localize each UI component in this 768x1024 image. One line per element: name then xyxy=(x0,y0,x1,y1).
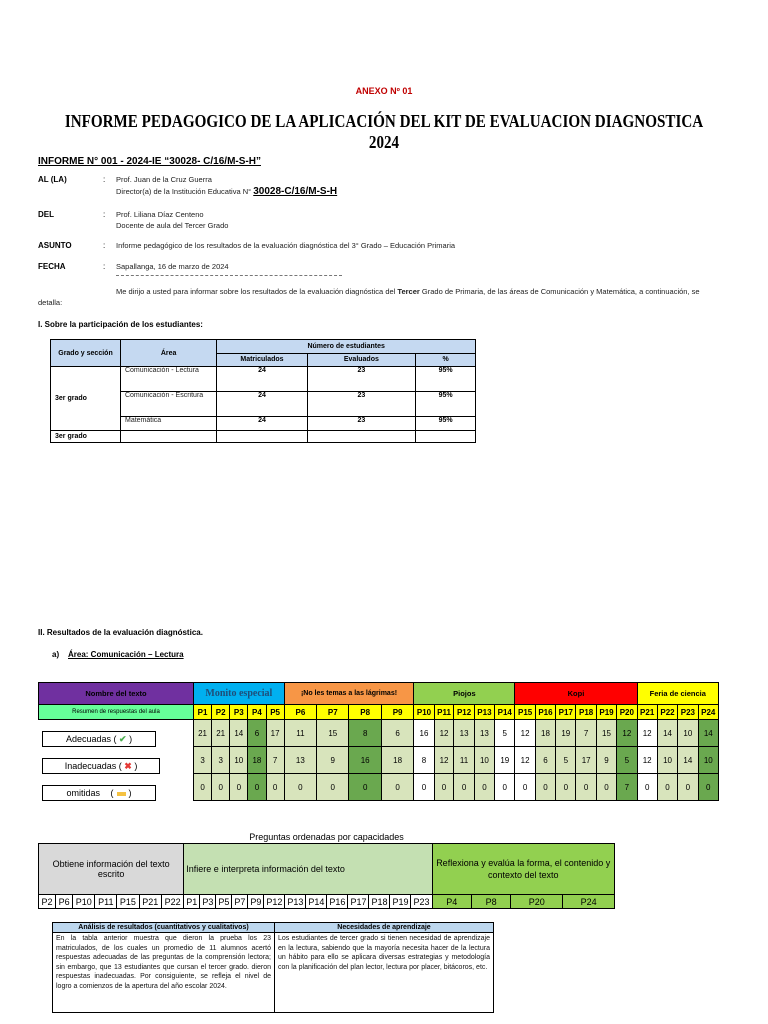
capacity-question: P7 xyxy=(232,895,248,909)
capacity-question: P11 xyxy=(95,895,117,909)
inadequate-count: 3 xyxy=(194,747,212,774)
enrolled-cell: 24 xyxy=(217,392,307,417)
omitted-count: 0 xyxy=(556,774,576,801)
capacity-question: P19 xyxy=(390,895,411,909)
area-cell: Matemática xyxy=(120,417,216,431)
capacity-question: P15 xyxy=(117,895,139,909)
needs-header: Necesidades de aprendizaje xyxy=(275,923,494,933)
adequate-count: 18 xyxy=(535,720,555,747)
intro-text-a: Me dirijo a usted para informar sobre los resultados de la evaluación diagnóstica del xyxy=(116,287,398,296)
adequate-count: 13 xyxy=(474,720,494,747)
question-header: P16 xyxy=(535,705,555,720)
to-label: AL (LA) xyxy=(38,175,67,184)
adequate-count: 12 xyxy=(434,720,454,747)
question-header: P12 xyxy=(454,705,474,720)
intro-text-d: detalla: xyxy=(38,298,63,307)
check-icon: ✔ xyxy=(119,734,127,744)
inadequate-count: 17 xyxy=(576,747,596,774)
cross-icon: ✖ xyxy=(124,761,132,771)
capacity-question: P16 xyxy=(327,895,348,909)
group-monito: Monito especial xyxy=(194,683,285,705)
grade-cell: 3er grado xyxy=(51,431,121,443)
adequate-count: 14 xyxy=(657,720,677,747)
capacity-question: P22 xyxy=(161,895,183,909)
empty-cell xyxy=(416,431,476,443)
question-header: P23 xyxy=(678,705,698,720)
omitted-count: 0 xyxy=(349,774,381,801)
capacity-question: P20 xyxy=(511,895,563,909)
adequate-count: 12 xyxy=(515,720,535,747)
question-header: P19 xyxy=(596,705,616,720)
pct-cell: 95% xyxy=(416,392,476,417)
capacity-question: P21 xyxy=(139,895,161,909)
inadequate-count: 3 xyxy=(212,747,230,774)
inadequate-count: 9 xyxy=(317,747,349,774)
intro-text-c: Grado de Primaria, de las áreas de Comunicación y Matemática, a continuación, se xyxy=(419,287,700,296)
group-kopi: Kopi xyxy=(515,683,637,705)
to-role-text: Director(a) de la Institución Educativa N° xyxy=(116,187,252,196)
empty-cell xyxy=(307,431,416,443)
adequate-count: 21 xyxy=(212,720,230,747)
inadequate-count: 5 xyxy=(556,747,576,774)
capacity-reflexiona: Reflexiona y evalúa la forma, el contenido y contexto del texto xyxy=(432,844,615,895)
legend-adequate-label: Adecuadas ( xyxy=(65,734,117,744)
omitted-count: 0 xyxy=(266,774,284,801)
pct-cell: 95% xyxy=(416,417,476,431)
legend-close: ) xyxy=(128,788,132,798)
question-header: P3 xyxy=(230,705,248,720)
col-students-header: Número de estudiantes xyxy=(217,340,476,354)
question-header: P4 xyxy=(248,705,266,720)
adequate-count: 15 xyxy=(596,720,616,747)
inadequate-count: 8 xyxy=(414,747,434,774)
legend-close: ) xyxy=(129,734,133,744)
adequate-count: 6 xyxy=(381,720,413,747)
divider xyxy=(116,275,342,276)
capacity-question: P3 xyxy=(200,895,216,909)
question-header: P8 xyxy=(349,705,381,720)
inadequate-count: 10 xyxy=(474,747,494,774)
adequate-count: 8 xyxy=(349,720,381,747)
subject-text: Informe pedagógico de los resultados de la evaluación diagnóstica del 3° Grado – Educación Primaria xyxy=(116,241,456,250)
evaluated-cell: 23 xyxy=(307,367,416,392)
capacity-question: P24 xyxy=(563,895,615,909)
omitted-count: 0 xyxy=(515,774,535,801)
question-header: P6 xyxy=(284,705,316,720)
document-title: INFORME PEDAGOGICO DE LA APLICACIÓN DEL KIT DE EVALUACION DIAGNOSTICA 2024 xyxy=(64,111,704,152)
adequate-count: 6 xyxy=(248,720,266,747)
adequate-count: 5 xyxy=(495,720,515,747)
group-piojos: Piojos xyxy=(414,683,515,705)
capacity-question: P9 xyxy=(248,895,264,909)
question-header: P5 xyxy=(266,705,284,720)
inadequate-count: 13 xyxy=(284,747,316,774)
question-header: P13 xyxy=(474,705,494,720)
col-grade-header: Grado y sección xyxy=(51,340,121,367)
question-header: P22 xyxy=(657,705,677,720)
adequate-count: 19 xyxy=(556,720,576,747)
question-header: P21 xyxy=(637,705,657,720)
capacity-question: P14 xyxy=(306,895,327,909)
needs-text: Los estudiantes de tercer grado si tienen necesidad de aprendizaje en la lectura, sabiendo que la mayoría necesita hacer de la lectura un hábito para ello se aplicara diversas estrategias y metodología con la planificación del plan lector, lectura por placer, bitácoros, etc. xyxy=(275,933,494,1013)
capacity-question: P6 xyxy=(56,895,73,909)
analysis-table xyxy=(52,922,494,1013)
report-number: INFORME N° 001 - 2024-IE “30028- C/16/M-S-H” xyxy=(38,156,261,167)
question-header: P7 xyxy=(317,705,349,720)
subsection-marker: a) xyxy=(52,650,60,659)
from-label: DEL xyxy=(38,210,54,219)
adequate-count: 17 xyxy=(266,720,284,747)
inadequate-count: 18 xyxy=(381,747,413,774)
omitted-count: 0 xyxy=(284,774,316,801)
question-header: P2 xyxy=(212,705,230,720)
date-text: Sapallanga, 16 de marzo de 2024 xyxy=(116,262,229,271)
pct-cell: 95% xyxy=(416,367,476,392)
from-colon: : xyxy=(103,210,106,219)
legend-inadequate xyxy=(42,758,160,774)
omitted-count: 0 xyxy=(535,774,555,801)
empty-cell xyxy=(120,431,216,443)
omitted-count: 0 xyxy=(317,774,349,801)
omitted-count: 0 xyxy=(230,774,248,801)
adequate-count: 13 xyxy=(454,720,474,747)
capacity-question: P5 xyxy=(216,895,232,909)
adequate-count: 12 xyxy=(617,720,637,747)
inadequate-count: 10 xyxy=(657,747,677,774)
question-header: P11 xyxy=(434,705,454,720)
capacities-table xyxy=(38,843,615,909)
subsection-title: Área: Comunicación – Lectura xyxy=(68,650,184,659)
omitted-count: 0 xyxy=(248,774,266,801)
subject-colon: : xyxy=(103,241,106,250)
summary-label: Resumen de respuestas del aula xyxy=(39,705,194,720)
question-header: P15 xyxy=(515,705,535,720)
empty-cell xyxy=(217,431,307,443)
inadequate-count: 12 xyxy=(434,747,454,774)
col-area-header: Área xyxy=(120,340,216,367)
omitted-count: 0 xyxy=(434,774,454,801)
omitted-count: 0 xyxy=(678,774,698,801)
capacity-question: P12 xyxy=(264,895,285,909)
capacity-obtiene: Obtiene información del texto escrito xyxy=(39,844,184,895)
subject-label: ASUNTO xyxy=(38,241,72,250)
inadequate-count: 12 xyxy=(515,747,535,774)
adequate-count: 14 xyxy=(230,720,248,747)
area-cell: Comunicación - Escritura xyxy=(120,392,216,417)
adequate-count: 16 xyxy=(414,720,434,747)
inadequate-count: 18 xyxy=(248,747,266,774)
adequate-count: 12 xyxy=(637,720,657,747)
capacity-question: P10 xyxy=(73,895,95,909)
inadequate-count: 11 xyxy=(454,747,474,774)
intro-paragraph xyxy=(38,286,728,308)
dash-icon xyxy=(117,792,126,796)
question-header: P17 xyxy=(556,705,576,720)
capacity-infiere: Infiere e interpreta información del texto xyxy=(184,844,432,895)
inadequate-count: 16 xyxy=(349,747,381,774)
omitted-count: 0 xyxy=(454,774,474,801)
omitted-count: 0 xyxy=(194,774,212,801)
annex-label: ANEXO Nº 01 xyxy=(355,86,413,96)
inadequate-count: 6 xyxy=(535,747,555,774)
omitted-count: 0 xyxy=(495,774,515,801)
question-header: P1 xyxy=(194,705,212,720)
omitted-count: 0 xyxy=(596,774,616,801)
omitted-count: 0 xyxy=(414,774,434,801)
col-evaluated-header: Evaluados xyxy=(307,353,416,367)
omitted-count: 0 xyxy=(381,774,413,801)
inadequate-count: 19 xyxy=(495,747,515,774)
omitted-count: 0 xyxy=(698,774,718,801)
analysis-header: Análisis de resultados (cuantitativos y cualitativos) xyxy=(53,923,275,933)
legend-omitted-label: omitidas xyxy=(66,788,100,798)
capacity-question: P13 xyxy=(285,895,306,909)
capacity-question: P8 xyxy=(471,895,510,909)
capacities-title: Preguntas ordenadas por capacidades xyxy=(249,832,404,842)
to-colon: : xyxy=(103,175,106,184)
question-header: P10 xyxy=(414,705,434,720)
omitted-count: 7 xyxy=(617,774,637,801)
adequate-count: 7 xyxy=(576,720,596,747)
inadequate-count: 5 xyxy=(617,747,637,774)
evaluated-cell: 23 xyxy=(307,417,416,431)
question-header: P14 xyxy=(495,705,515,720)
adequate-count: 15 xyxy=(317,720,349,747)
capacity-question: P23 xyxy=(411,895,432,909)
question-header: P18 xyxy=(576,705,596,720)
omitted-count: 0 xyxy=(576,774,596,801)
evaluated-cell: 23 xyxy=(307,392,416,417)
grade-cell: 3er grado xyxy=(51,367,121,431)
text-name-header: Nombre del texto xyxy=(39,683,194,705)
group-lagrimas: ¡No les temas a las lágrimas! xyxy=(284,683,414,705)
intro-text-bold: Tercer xyxy=(397,287,420,296)
to-role xyxy=(116,186,337,197)
analysis-text: En la tabla anterior muestra que dieron la prueba los 23 matriculados, de los cuales un promedio de 11 alumnos acertó respuestas adecuadas de las preguntas de la comprensión lectora; sin embargo, que 13 estudiantes que cursan el tercer grado. dieron respuestas inadecuadas. Por consiguiente, se refleja el nivel de logro a comienzos de la apertura del año escolar 2024. xyxy=(53,933,275,1013)
omitted-count: 0 xyxy=(474,774,494,801)
legend-omitted: omitidas ( ) xyxy=(42,785,156,801)
adequate-count: 11 xyxy=(284,720,316,747)
capacity-question: P1 xyxy=(184,895,200,909)
question-header: P24 xyxy=(698,705,718,720)
inadequate-count: 10 xyxy=(230,747,248,774)
enrolled-cell: 24 xyxy=(217,367,307,392)
capacity-question: P2 xyxy=(39,895,56,909)
legend-adequate xyxy=(42,731,156,747)
adequate-count: 10 xyxy=(678,720,698,747)
inadequate-count: 14 xyxy=(678,747,698,774)
to-name: Prof. Juan de la Cruz Guerra xyxy=(116,175,212,184)
date-colon: : xyxy=(103,262,106,271)
enrolled-cell: 24 xyxy=(217,417,307,431)
legend-close: ) xyxy=(134,761,138,771)
adequate-count: 14 xyxy=(698,720,718,747)
participation-table xyxy=(50,339,476,443)
section-1-title: I. Sobre la participación de los estudiantes: xyxy=(38,320,203,329)
question-header: P20 xyxy=(617,705,637,720)
col-enrolled-header: Matriculados xyxy=(217,353,307,367)
inadequate-count: 10 xyxy=(698,747,718,774)
omitted-count: 0 xyxy=(212,774,230,801)
capacity-question: P18 xyxy=(369,895,390,909)
group-feria: Feria de ciencia xyxy=(637,683,719,705)
capacity-question: P4 xyxy=(432,895,471,909)
section-2-title: II. Resultados de la evaluación diagnóstica. xyxy=(38,628,203,637)
inadequate-count: 9 xyxy=(596,747,616,774)
from-name: Prof. Liliana Díaz Centeno xyxy=(116,210,204,219)
school-code: 30028-C/16/M-S-H xyxy=(253,186,338,197)
omitted-count: 0 xyxy=(637,774,657,801)
date-label: FECHA xyxy=(38,262,66,271)
col-pct-header: % xyxy=(416,353,476,367)
question-header: P9 xyxy=(381,705,413,720)
omitted-count: 0 xyxy=(657,774,677,801)
adequate-count: 21 xyxy=(194,720,212,747)
from-role: Docente de aula del Tercer Grado xyxy=(116,221,229,230)
legend-inadequate-label: Inadecuadas ( xyxy=(64,761,122,771)
inadequate-count: 7 xyxy=(266,747,284,774)
capacity-question: P17 xyxy=(348,895,369,909)
area-cell: Comunicación - Lectura xyxy=(120,367,216,392)
inadequate-count: 12 xyxy=(637,747,657,774)
